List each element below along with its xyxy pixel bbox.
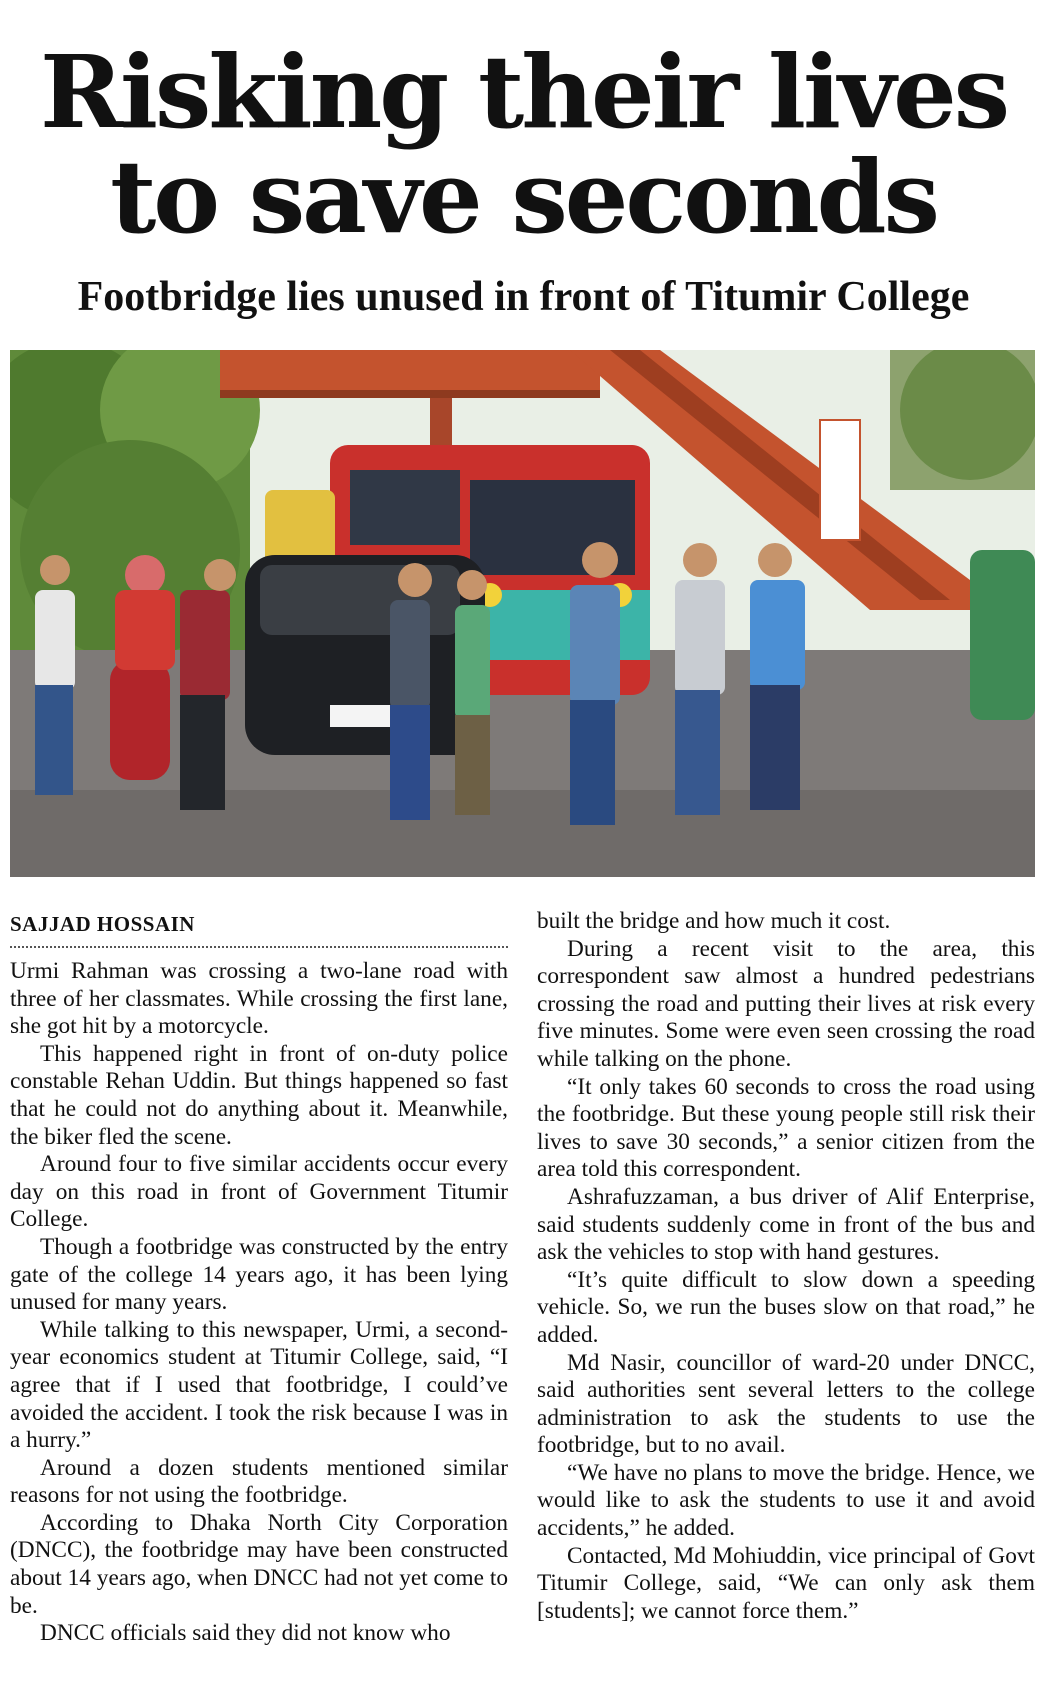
paragraph: During a recent visit to the area, this correspondent saw almost a hundred pedestrians crossing the road and putting their lives at risk every five minutes. Some were even seen crossing the road while talking on the phone. (537, 935, 1035, 1072)
paragraph: Contacted, Md Mohiuddin, vice principal of Govt Titumir College, said, “We can only ask them [students]; we cannot force them.” (537, 1542, 1035, 1624)
street-scene-photo (10, 350, 1035, 877)
headline-line-2: to save seconds (110, 138, 937, 256)
paragraph: “It only takes 60 seconds to cross the road using the footbridge. But these young people still risk their lives to save 30 seconds,” a senior citizen from the area told this correspondent. (537, 1073, 1035, 1183)
paragraph: Ashrafuzzaman, a bus driver of Alif Enterprise, said students suddenly come in front of the bus and ask the vehicles to stop with hand gestures. (537, 1183, 1035, 1266)
paragraph: This happened right in front of on-duty police constable Rehan Uddin. But things happened so fast that he could not do anything about it. Meanwhile, the biker fled the scene. (10, 1040, 508, 1150)
byline: SAJJAD HOSSAIN (10, 912, 508, 948)
paragraph: built the bridge and how much it cost. (537, 908, 891, 934)
headline (0, 33, 1047, 256)
paragraph: Md Nasir, councillor of ward-20 under DNCC, said authorities sent several letters to the college administration to ask the students to use the footbridge, but to no avail. (537, 1349, 1035, 1459)
paragraph: While talking to this newspaper, Urmi, a second-year economics student at Titumir College, said, “I agree that if I used that footbridge, I could’ve avoided the accident. I took the risk because I was in a hurry.” (10, 1316, 508, 1454)
paragraph: Urmi Rahman was crossing a two-lane road with three of her classmates. While crossing the first lane, she got hit by a motorcycle. (10, 958, 508, 1040)
left-column (10, 958, 508, 1648)
paragraph: According to Dhaka North City Corporation (DNCC), the footbridge may have been constructed about 14 years ago, when DNCC had not yet come to be. (10, 1509, 508, 1619)
right-column (537, 908, 1035, 1625)
subheadline: Footbridge lies unused in front of Titumir College (77, 274, 970, 320)
paragraph: Around four to five similar accidents occur every day on this road in front of Government Titumir College. (10, 1151, 508, 1233)
paragraph: “We have no plans to move the bridge. Hence, we would like to ask the students to use it and avoid accidents,” he added. (537, 1459, 1035, 1542)
paragraph: DNCC officials said they did not know who (40, 1620, 451, 1647)
paragraph: “It’s quite difficult to slow down a speeding vehicle. So, we run the buses slow on that road,” he added. (537, 1266, 1035, 1348)
headline-line-1: Risking their lives (39, 33, 1008, 151)
paragraph: Though a footbridge was constructed by the entry gate of the college 14 years ago, it has been lying unused for many years. (10, 1233, 508, 1316)
paragraph: Around a dozen students mentioned similar reasons for not using the footbridge. (10, 1454, 508, 1509)
